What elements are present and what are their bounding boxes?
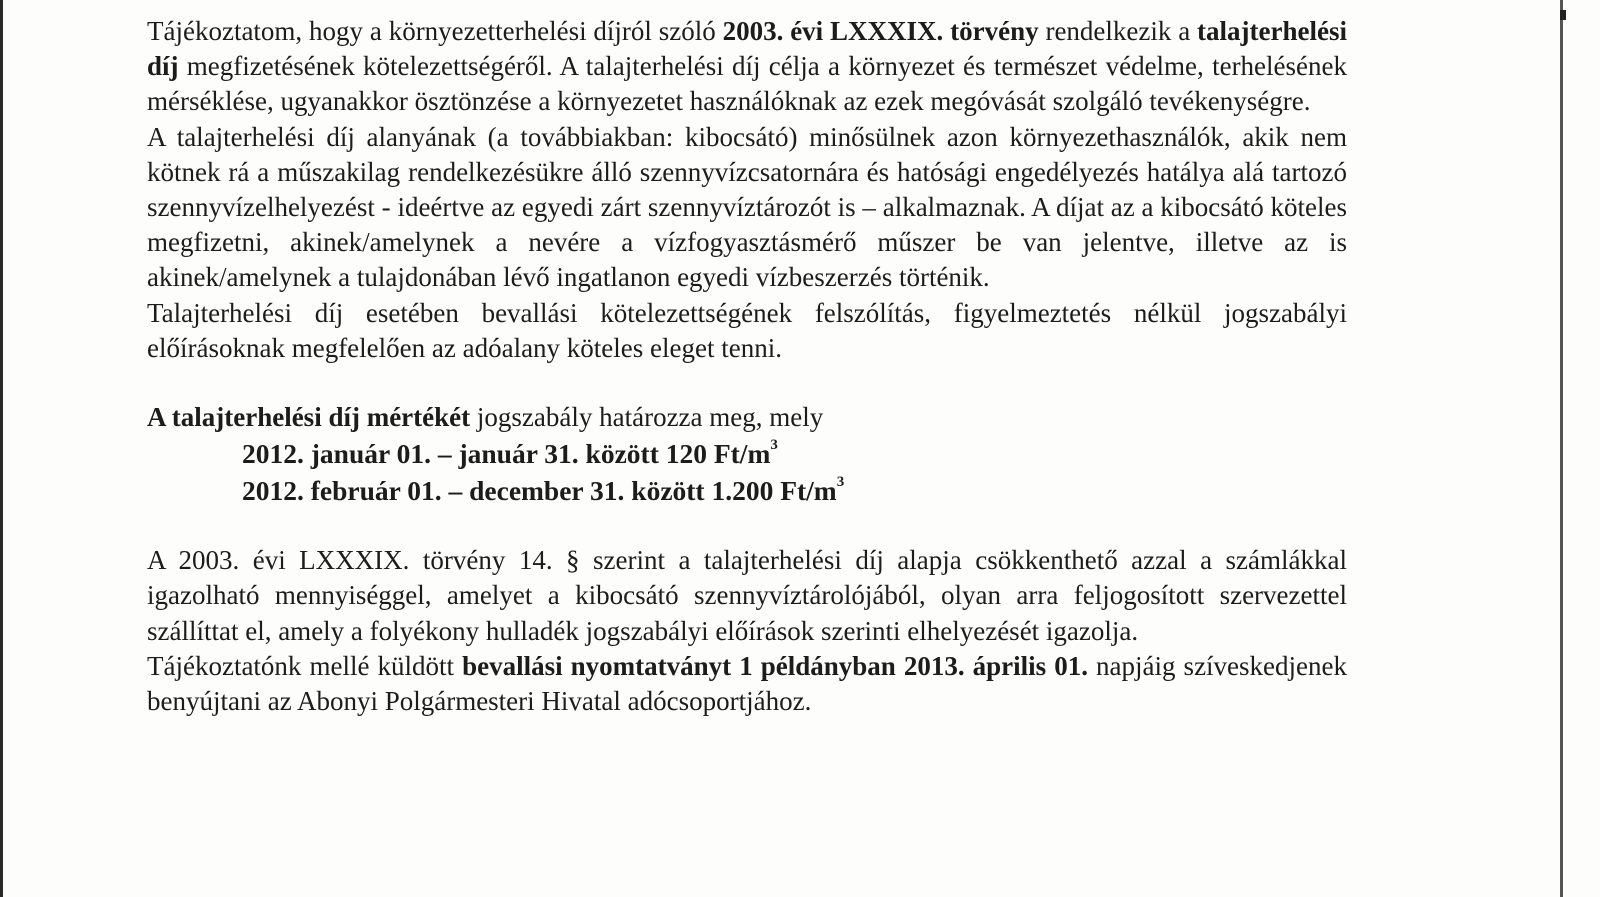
- fee-name: talajterhelési díj: [147, 16, 1347, 82]
- paragraph-legal-basis: Tájékoztatom, hogy a környezetterhelési díjról szóló 2003. évi LXXXIX. törvény rendelkezik a talajterhelési díj megfizetésének kötelezettségéről. A talajterhelési díj célja a környezet és természet védelme, terhelésének mérséklése, ugyanakkor ösztönzése a környezetet használóknak az ezek megóvását szolgáló tevékenységre.: [147, 16, 1347, 117]
- paragraph-submission: Tájékoztatónk mellé küldött bevallási nyomtatványt 1 példányban 2013. április 01. napjáig szíveskedjenek benyújtani az Abonyi Polgármesteri Hivatal adócsoportjához.: [147, 650, 1347, 717]
- rate-line-january: 2012. január 01. – január 31. között 120 $Ft/m^3$: [242, 437, 778, 470]
- document-body: [147, 14, 1347, 719]
- paragraph-rate-intro: A talajterhelési díj mértékét jogszabály határozza meg, mely: [147, 402, 824, 433]
- paragraph-reduction: A 2003. évi LXXXIX. törvény 14. § szerint a talajterhelési díj alapja csökkenthető azzal a számlákkal igazolható mennyiséggel, amelyet a kibocsátó szennyvíztárolójából, olyan arra feljogosított szervezettel szállíttat el, amely a folyékony hulladék jogszabályi előírások szerinti elhelyezését igazolja.: [147, 545, 1347, 646]
- paragraph-fee-subjects: A talajterhelési díj alanyának (a továbbiakban: kibocsátó) minősülnek azon környezethasználók, akik nem kötnek rá a műszakilag rendelkezésükre álló szennyvízcsatornára és hatósági engedélyezés hatálya alá tartozó szennyvízelhelyezést - ideértve az egyedi zárt szennyvíztározót is – alkalmaznak. A díjat az a kibocsátó köteles megfizetni, akinek/amelynek a nevére a vízfogyasztásmérő műszer be van jelentve, illetve az is akinek/amelynek a tulajdonában lévő ingatlanon egyedi vízbeszerzés történik.: [147, 121, 1347, 293]
- rate-line-february-december: 2012. február 01. – december 31. között 1.200 $Ft/m^3$: [242, 474, 845, 507]
- rate-list: [242, 435, 1347, 509]
- law-reference: 2003. évi LXXXIX. törvény: [722, 16, 1039, 46]
- paragraph-obligation: Talajterhelési díj esetében bevallási kötelezettségének felszólítás, figyelmeztetés nélkül jogszabályi előírásoknak megfelelően az adóalany köteles eleget tenni.: [147, 297, 1347, 363]
- scan-left-edge: [0, 0, 3, 897]
- scan-right-edge-mark: [1560, 10, 1566, 20]
- scan-right-edge: [1560, 0, 1563, 897]
- submission-deadline: bevallási nyomtatványt 1 példányban 2013. április 01.: [462, 650, 1088, 681]
